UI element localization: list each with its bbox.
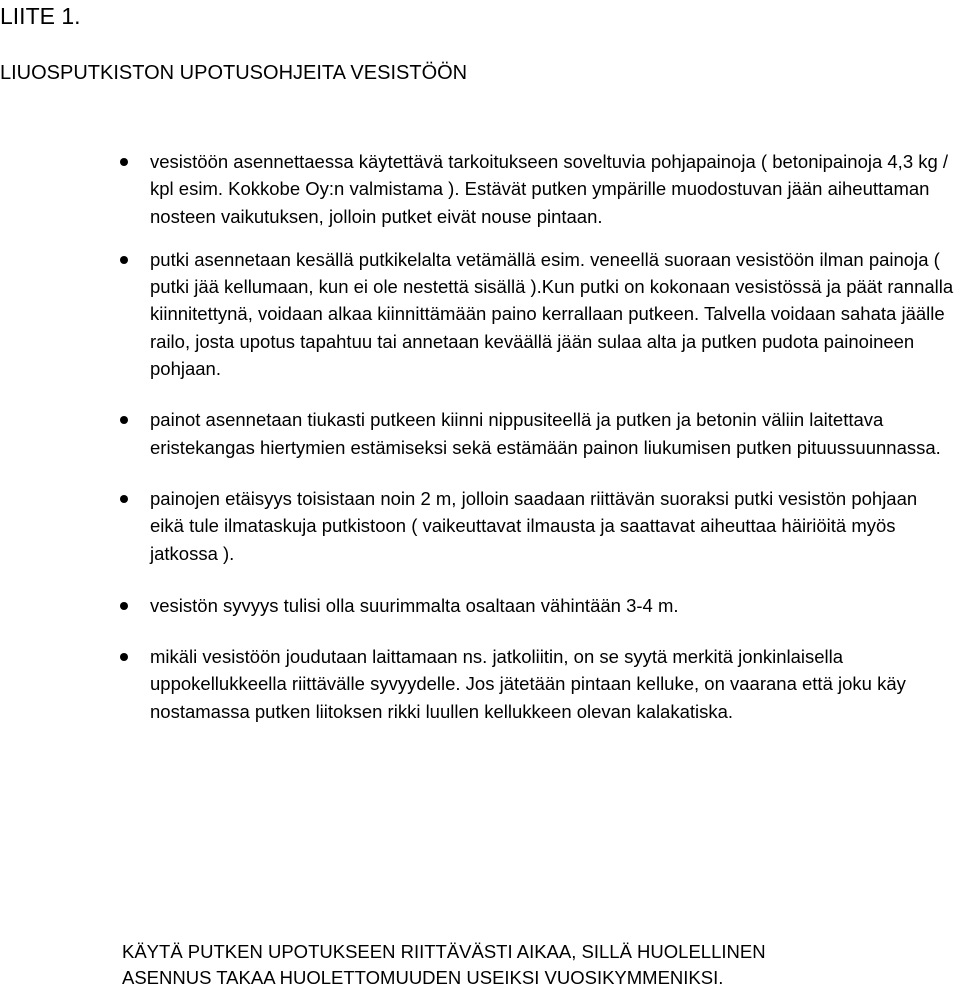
bullet-icon: [120, 416, 128, 424]
bullet-icon: [120, 158, 128, 166]
list-item-text: vesistöön asennettaessa käytettävä tarkoitukseen soveltuvia pohjapainoja ( betonipainoja 4,3 kg / kpl esim. Kokkobe Oy:n valmistama ). Estävät putken ympärille muodostuvan jään aiheuttaman nosteen vaikutuksen, jolloin putket eivät nouse pintaan.: [150, 151, 949, 227]
instruction-list: [0, 148, 960, 725]
closing-statement: [122, 939, 942, 991]
list-item: [0, 148, 955, 230]
bullet-icon: [120, 653, 128, 661]
list-item: [0, 246, 955, 382]
bullet-icon: [120, 495, 128, 503]
list-item-text: painot asennetaan tiukasti putkeen kiinni nippusiteellä ja putken ja betonin väliin laitettava eristekangas hiertymien estämiseksi sekä estämään painon liukumisen putken pituussuunnassa.: [150, 409, 941, 458]
closing-line: KÄYTÄ PUTKEN UPOTUKSEEN RIITTÄVÄSTI AIKAA, SILLÄ HUOLELLINEN: [122, 941, 766, 962]
list-item-text: putki asennetaan kesällä putkikelalta vetämällä esim. veneellä suoraan vesistöön ilman painoja ( putki jää kellumaan, kun ei ole nestettä sisällä ).Kun putki on kokonaan vesistössä ja päät rannalla kiinnitettynä, voidaan alkaa kiinnittämään paino kerrallaan putkeen. Talvella voidaan sahata jäälle railo, josta upotus tapahtuu tai annetaan keväällä jään sulaa alta ja putken pudota painoineen pohjaan.: [150, 248, 954, 380]
list-item: [0, 592, 955, 619]
list-item: [0, 485, 955, 567]
list-item-text: vesistön syvyys tulisi olla suurimmalta osaltaan vähintään 3-4 m.: [150, 594, 679, 616]
bullet-icon: [120, 256, 128, 264]
appendix-label: LIITE 1.: [0, 3, 81, 29]
closing-line: ASENNUS TAKAA HUOLETTOMUUDEN USEIKSI VUOSIKYMMENIKSI.: [122, 967, 724, 988]
bullet-icon: [120, 602, 128, 610]
list-item-text: mikäli vesistöön joudutaan laittamaan ns. jatkoliitin, on se syytä merkitä jonkinlaisella uppokellukkeella riittävälle syvyydelle. Jos jätetään pintaan kelluke, on vaarana että joku käy nostamassa putken liitoksen rikki luullen kellukkeen olevan kalakatiska.: [150, 646, 906, 722]
document-title: LIUOSPUTKISTON UPOTUSOHJEITA VESISTÖÖN: [0, 62, 468, 84]
list-item-text: painojen etäisyys toisistaan noin 2 m, jolloin saadaan riittävän suoraksi putki vesistön pohjaan eikä tule ilmataskuja putkistoon ( vaikeuttavat ilmausta ja saattavat aiheuttaa häiriöitä myös jatkossa ).: [150, 487, 918, 564]
list-item: [0, 643, 955, 725]
list-item: [0, 406, 955, 461]
